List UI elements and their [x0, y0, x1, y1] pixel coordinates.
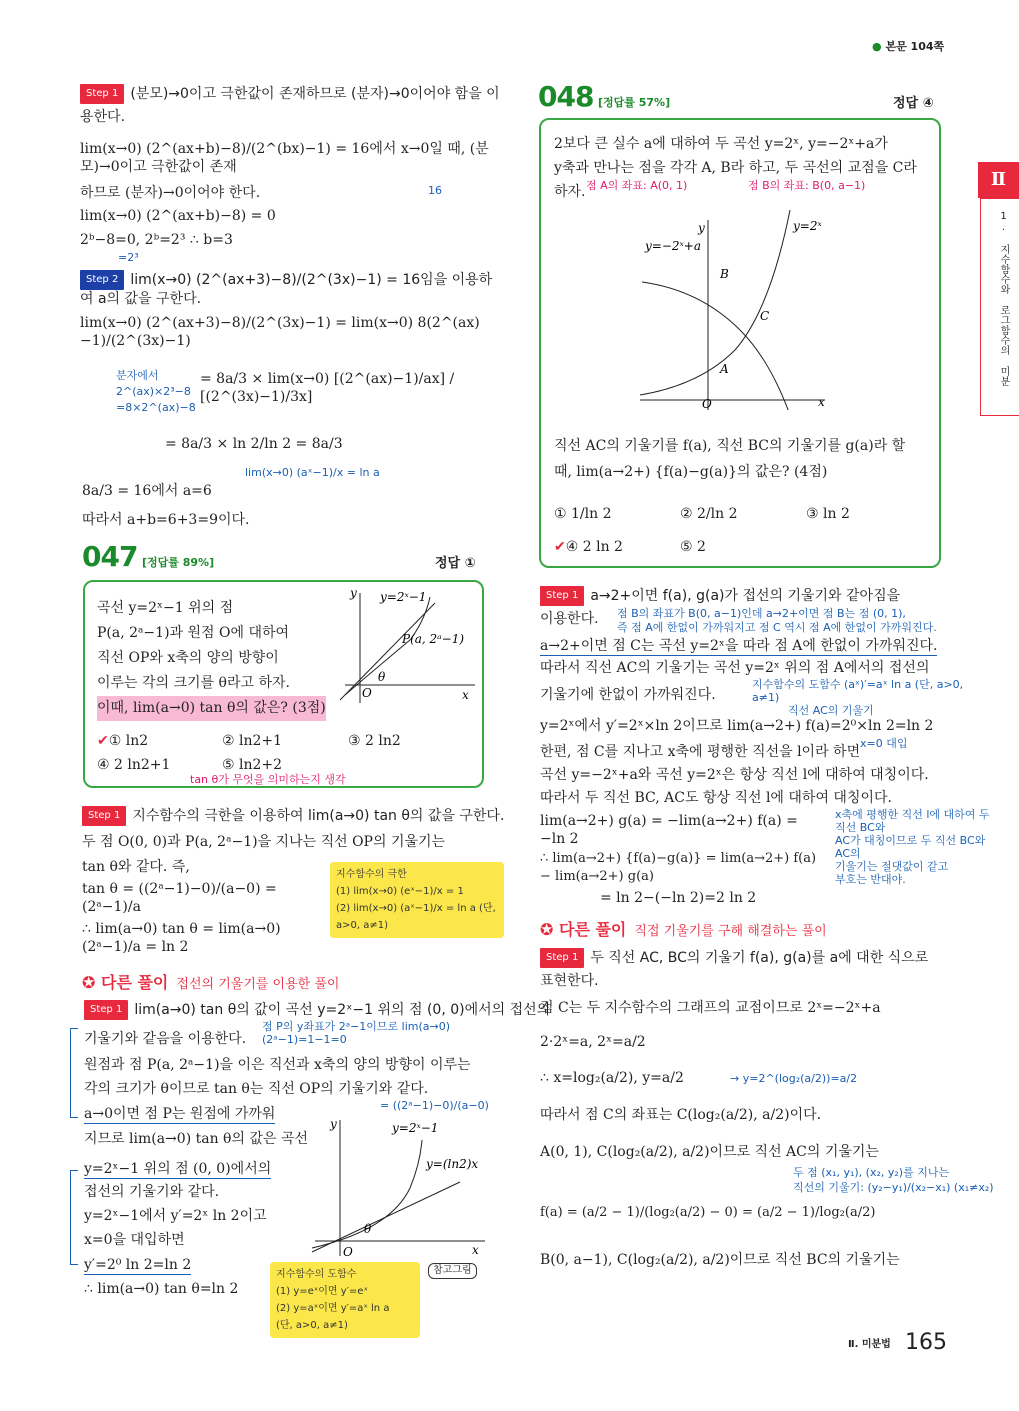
text-line: a→2+이면 점 C는 곡선 y=2ˣ을 따라 점 A에 한없이 가까워진다. [540, 638, 938, 654]
tip-box: 지수함수의 도함수 (1) y=eˣ이면 y′=eˣ (2) y=aˣ이면 y′=aˣ ln a (단, a>0, a≠1) [270, 1262, 420, 1338]
choice-4[interactable]: ④ 2 ln2+1 [97, 757, 171, 773]
problem-number: 047 [82, 540, 138, 573]
annotation: 즉 점 A에 한없이 가까워지고 점 C 역시 점 A에 한없이 가까워진다. [617, 621, 937, 634]
angle-label: θ [378, 670, 386, 684]
math-line: lim(x→0) (2^(ax+b)−8)/(2^(bx)−1) = 16에서 x→0일 때, (분모)→0이고 극한값이 존재 [80, 141, 489, 175]
text-line: 원점과 점 P(a, 2ᵃ−1)을 이은 직선과 x축의 양의 방향이 이루는 [84, 1057, 471, 1073]
curve-label: y=−2ˣ+a [645, 239, 701, 253]
check-icon: ✔ [554, 539, 566, 555]
curve-y-2x [640, 210, 790, 395]
choice-1[interactable]: ① 1/ln 2 [554, 506, 612, 522]
choice-2[interactable]: ② 2/ln 2 [680, 506, 738, 522]
side-tab-chapter: 1. 지수함수와 로그함수의 미분 [980, 198, 1019, 416]
annotation: 점 B의 좌표: B(0, a−1) [748, 179, 866, 192]
angle-label: θ [364, 1222, 372, 1236]
curve [345, 597, 430, 695]
047-step1: Step 1 지수함수의 극한을 이용하여 lim(a→0) tan θ의 값을 구한다. [82, 806, 504, 826]
math-line: = 8a/3 × ln 2/ln 2 = 8a/3 [165, 436, 343, 452]
math-line: 8a/3 = 16에서 a=6 [82, 483, 212, 499]
text-line: 각의 크기가 θ이므로 tan θ는 직선 OP의 기울기와 같다. [84, 1081, 429, 1097]
text-line: y=2ˣ에서 y′=2ˣ×ln 2이므로 lim(a→2+) f(a)=2⁰×ln 2=ln 2 [540, 718, 934, 734]
annotation: lim(x→0) (aˣ−1)/x = ln a [245, 466, 380, 479]
check-icon: ✔ [97, 733, 109, 749]
text-line: ∴ lim(a→0) tan θ=ln 2 [84, 1281, 239, 1297]
choice-3[interactable]: ③ 2 ln2 [348, 733, 401, 749]
axis-label-x: x [818, 395, 825, 409]
text-line: 표현한다. [540, 973, 599, 989]
answer: 정답 ④ [893, 96, 934, 111]
correct-rate: [정답률 57%] [598, 96, 671, 109]
alt-solution-title: ✪ 다른 풀이 직접 기울기를 구해 해결하는 풀이 [540, 920, 827, 939]
axis-label-x: x [472, 1243, 479, 1257]
annotation: x=0 대입 [860, 737, 908, 750]
annotation: 점 B의 좌표가 B(0, a−1)인데 a→2+이면 점 B는 점 (0, 1), [617, 607, 906, 620]
axis-label-y: y [330, 1118, 337, 1131]
point-label-b: B [720, 267, 729, 281]
text-line: ∴ lim(a→2+) {f(a)−g(a)} = lim(a→2+) f(a) − lim(a→2+) g(a) [540, 851, 817, 884]
reference-figure-badge: 참고그림 [428, 1263, 477, 1279]
annotation: 점 A의 좌표: A(0, 1) [586, 179, 688, 192]
text-line: B(0, a−1), C(log₂(a/2), a/2)이므로 직선 BC의 기울기는 [540, 1252, 900, 1268]
text-line: 지므로 lim(a→0) tan θ의 값은 곡선 [84, 1131, 308, 1147]
tip-box: 지수함수의 극한 (1) lim(x→0) (eˣ−1)/x = 1 (2) lim(x→0) (aˣ−1)/x = ln a (단, a>0, a≠1) [330, 862, 504, 938]
text-line: = ln 2−(−ln 2)=2 ln 2 [600, 890, 757, 906]
axis-label-y: y [350, 586, 357, 600]
annotation: → y=2^(log₂(a/2))=a/2 [730, 1072, 858, 1085]
math-line: 두 점 O(0, 0)과 P(a, 2ᵃ−1)을 지나는 직선 OP의 기울기는 [82, 834, 446, 850]
text-line: 용한다. [80, 109, 126, 125]
problem-text: 2보다 큰 실수 a에 대하여 두 곡선 y=2ˣ, y=−2ˣ+a가 [554, 136, 888, 152]
point-label-c: C [760, 309, 770, 323]
point-label-a: A [720, 362, 729, 376]
annotation: 직선 AC의 기울기 [788, 704, 874, 717]
annotation: =2³ [118, 251, 139, 264]
text-line: 기울기에 한없이 가까워진다. [540, 687, 716, 703]
choice-5[interactable]: ⑤ 2 [680, 539, 706, 555]
answer: 정답 ① [435, 556, 476, 571]
page-number: 165 [905, 1330, 947, 1355]
alt-solution-title: ✪ 다른 풀이 접선의 기울기를 이용한 풀이 [82, 973, 340, 992]
048-step1: Step 1 a→2+이면 f(a), g(a)가 접선의 기울기와 같아짐을 [540, 586, 900, 606]
math-line: lim(x→0) (2^(ax+3)−8)/(2^(3x)−1) = lim(x→0) 8(2^(ax)−1)/(2^(3x)−1) [80, 315, 480, 349]
tangent-label: y=(ln2)x [426, 1157, 479, 1171]
text-line: 한편, 점 C를 지나고 x축에 평행한 직선을 l이라 하면 [540, 744, 861, 760]
circle-bullet-icon: ● [872, 40, 882, 53]
math-line: tan θ와 같다. 즉, [82, 859, 190, 875]
annotation: 16 [428, 184, 442, 197]
prev-step2: Step 2 lim(x→0) (2^(ax+3)−8)/(2^(3x)−1) = 16임을 이용하여 a의 값을 구한다. [80, 272, 493, 307]
choice-4[interactable]: ✔④ 2 ln 2 [554, 539, 623, 555]
annotation: 점 P의 y좌표가 2ᵃ−1이므로 lim(a→0)(2ᵃ−1)=1−1=0 [262, 1020, 451, 1046]
question-text: 직선 AC의 기울기를 f(a), 직선 BC의 기울기를 g(a)라 할 [554, 438, 906, 454]
math-line: = 8a/3 × lim(x→0) [(2^(ax)−1)/ax] / [(2^(3x)−1)/3x] [200, 371, 455, 405]
text-line: 이용한다. [540, 611, 599, 627]
text-line: A(0, 1), C(log₂(a/2), a/2)이므로 직선 AC의 기울기는 [540, 1144, 879, 1160]
page-reference: ● 본문 104쪽 [872, 40, 945, 53]
problem-text: y축과 만나는 점을 각각 A, B라 하고, 두 곡선의 교점을 C라 [554, 160, 917, 176]
graph-047-reference [310, 1118, 490, 1258]
text-line: y=2ˣ−1 위의 점 (0, 0)에서의 [84, 1161, 272, 1177]
text-line: x=0을 대입하면 [84, 1232, 185, 1248]
math-line: 하므로 (분자)→0이어야 한다. [80, 185, 261, 201]
axis-label-x: x [462, 688, 469, 702]
choice-5[interactable]: ⑤ ln2+2 [222, 757, 283, 773]
star-icon: ✪ [540, 920, 554, 939]
text-line: 기울기와 같음을 이용한다. [84, 1031, 247, 1047]
text-line: f(a) = (a/2 − 1)/(log₂(a/2) − 0) = (a/2 − 1)/log₂(a/2) [540, 1205, 876, 1220]
math-line: 따라서 a+b=6+3=9이다. [82, 512, 250, 528]
origin-label: O [362, 686, 372, 700]
problem-number: 048 [538, 80, 594, 113]
graph-048 [640, 210, 840, 410]
correct-rate: [정답률 89%] [142, 556, 215, 569]
footer-section: Ⅱ. 미분법 [848, 1339, 891, 1350]
point-label: P(a, 2ᵃ−1) [402, 632, 465, 646]
alt-step1: Step 1 lim(a→0) tan θ의 값이 곡선 y=2ˣ−1 위의 점 (0, 0)에서의 접선의 [84, 1000, 550, 1020]
star-icon: ✪ [82, 973, 96, 992]
curve-neg-2x-plus-a [642, 282, 790, 410]
math-line: tan θ = ((2ᵃ−1)−0)/(a−0) = (2ᵃ−1)/a [82, 881, 277, 915]
curve-label: y=2ˣ−1 [392, 1121, 439, 1135]
annotation: = ((2ᵃ−1)−0)/(a−0) [380, 1099, 489, 1112]
problem-text: 하자. [554, 184, 586, 200]
curve-label: y=2ˣ [793, 219, 822, 233]
text-line: 곡선 y=−2ˣ+a와 곡선 y=2ˣ은 항상 직선 l에 대하여 대칭이다. [540, 767, 929, 783]
axis-label-y: y [698, 221, 705, 235]
math-line: ∴ lim(a→0) tan θ = lim(a→0) (2ᵃ−1)/a = ln 2 [82, 921, 281, 955]
text-line: a→0이면 점 P는 원점에 가까워 [84, 1106, 276, 1122]
annotation-symmetry: x축에 평행한 직선 l에 대하여 두 직선 BC와 AC가 대칭이므로 두 직선 BC와 AC의 기울기는 절댓값이 같고 부호는 반대야. [835, 808, 990, 886]
math-line: lim(x→0) (2^(ax+b)−8) = 0 [80, 208, 276, 224]
text-line: 따라서 두 직선 BC, AC도 항상 직선 l에 대하여 대칭이다. [540, 790, 892, 806]
annotation: 직선의 기울기: (y₂−y₁)/(x₂−x₁) (x₁≠x₂) [793, 1181, 994, 1194]
side-tab[interactable]: Ⅱ [978, 162, 1019, 198]
text-line: 2·2ˣ=a, 2ˣ=a/2 [540, 1034, 646, 1050]
origin-label: O [343, 1245, 353, 1258]
graph-047 [340, 585, 480, 705]
text-line: y′=2⁰ ln 2=ln 2 [84, 1257, 192, 1273]
text-line: 따라서 직선 AC의 기울기는 곡선 y=2ˣ 위의 점 A에서의 접선의 [540, 660, 930, 676]
bracket-line [70, 1028, 78, 1118]
choice-2[interactable]: ② ln2+1 [222, 733, 283, 749]
text-line: lim(a→2+) g(a) = −lim(a→2+) f(a) = −ln 2 [540, 813, 798, 847]
text-line: 따라서 점 C의 좌표는 C(log₂(a/2), a/2)이다. [540, 1107, 822, 1123]
text-line: 점 C는 두 지수함수의 그래프의 교점이므로 2ˣ=−2ˣ+a [540, 1000, 881, 1016]
annotation: tan θ가 무엇을 의미하는지 생각 [190, 773, 346, 786]
annotation: 지수함수의 도함수 (aˣ)′=aˣ ln a (단, a>0, a≠1) [752, 678, 964, 704]
alt-step1: Step 1 두 직선 AC, BC의 기울기 f(a), g(a)를 a에 대한 식으로 [540, 948, 928, 968]
curve-label: y=2ˣ−1 [380, 590, 427, 604]
annotation: 두 점 (x₁, y₁), (x₂, y₂)를 지나는 [793, 1166, 950, 1179]
text-line: 접선의 기울기와 같다. [84, 1184, 220, 1200]
math-line: 2ᵇ−8=0, 2ᵇ=2³ ∴ b=3 [80, 232, 233, 248]
origin-label: O [702, 397, 712, 410]
bracket-line [70, 1170, 78, 1265]
choice-3[interactable]: ③ ln 2 [806, 506, 850, 522]
choice-1[interactable]: ✔① ln2 [97, 733, 149, 749]
annotation-numerator: 분자에서 2^(ax)×2³−8 =8×2^(ax)−8 [116, 369, 196, 414]
prev-step1: Step 1 (분모)→0이고 극한값이 존재하므로 (분자)→0이어야 함을 이 [80, 84, 500, 104]
problem-text: 곡선 y=2ˣ−1 위의 점 P(a, 2ᵃ−1)과 원점 O에 대하여 직선 OP와 x축의 양의 방향이 이루는 각의 크기를 θ라고 하자. 이때, lim(a→0) tan θ의 값은? (3점) [97, 596, 326, 721]
text-line: y=2ˣ−1에서 y′=2ˣ ln 2이고 [84, 1208, 267, 1224]
text-line: ∴ x=log₂(a/2), y=a/2 [540, 1070, 684, 1086]
question-text: 때, lim(a→2+) {f(a)−g(a)}의 값은? (4점) [554, 464, 828, 480]
